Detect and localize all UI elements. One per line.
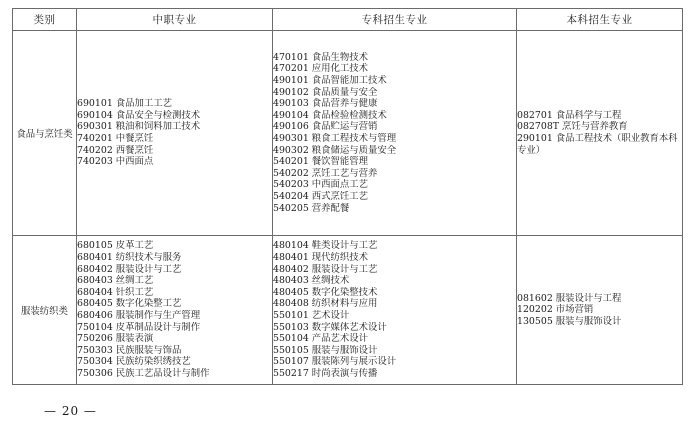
list-item: 120202 市场营销 <box>517 304 594 316</box>
list-item: 750206 服装表演 <box>77 333 154 345</box>
list-item: 480104 鞋类设计与工艺 <box>273 240 378 252</box>
list-item: 740202 西餐烹饪 <box>77 144 154 156</box>
list-item: 470101 食品生物技术 <box>273 51 369 63</box>
header-row <box>13 9 683 31</box>
list-item: 490302 粮食储运与质量安全 <box>273 144 397 156</box>
list-item: 680405 数字化染整工艺 <box>77 298 182 310</box>
zhongzhi-cell <box>77 31 273 236</box>
list-item: 680404 针织工艺 <box>77 286 154 298</box>
list-item: 480403 丝绸技术 <box>273 275 350 287</box>
list-item: 550104 产品艺术设计 <box>273 333 369 345</box>
list-item: 740203 中西面点 <box>77 156 154 168</box>
header-benke: 本科招生专业 <box>517 9 683 31</box>
list-item: 680406 服装制作与生产管理 <box>77 310 201 321</box>
list-item: 081602 服装设计与工程 <box>517 292 622 304</box>
table-row <box>13 236 683 385</box>
list-item: 130505 服装与服饰设计 <box>517 315 622 327</box>
list-item: 540205 营养配餐 <box>273 202 350 214</box>
benke-cell <box>517 31 683 236</box>
list-item: 082708T 烹饪与营养教育 <box>517 121 628 133</box>
list-item: 480402 服装设计与工艺 <box>273 263 378 275</box>
list-item: 690301 粮油和饲料加工技术 <box>77 121 201 133</box>
list-item: 680105 皮革工艺 <box>77 240 154 252</box>
list-item: 740201 中餐烹饪 <box>77 133 154 144</box>
list-item: 550217 时尚表演与传播 <box>273 367 378 379</box>
list-item: 480405 数字化染整技术 <box>273 286 378 298</box>
list-item: 470201 应用化工技术 <box>273 63 369 75</box>
list-item: 750303 民族服装与饰品 <box>77 344 182 356</box>
header-zhuanke: 专科招生专业 <box>273 9 517 31</box>
page-number: — 20 — <box>44 404 97 418</box>
list-item: 540202 烹饪工艺与营养 <box>273 167 378 179</box>
list-item: 540203 中西面点工艺 <box>273 179 369 191</box>
list-item: 490103 食品营养与健康 <box>273 98 378 110</box>
list-item: 680402 服装设计与工艺 <box>77 263 182 275</box>
list-item: 490104 食品检验检测技术 <box>273 109 387 121</box>
list-item: 550105 服装与服饰设计 <box>273 344 378 356</box>
list-item: 750306 民族工艺品设计与制作 <box>77 367 210 379</box>
list-item: 490106 食品贮运与营销 <box>273 121 378 133</box>
list-item: 490301 粮食工程技术与管理 <box>273 133 397 144</box>
list-item: 540201 餐饮智能管理 <box>273 156 369 168</box>
header-zhongzhi: 中职专业 <box>77 9 273 31</box>
list-item: 690104 食品安全与检测技术 <box>77 109 201 121</box>
list-item: 750304 民族纺染织绣技艺 <box>77 356 191 368</box>
list-item: 550107 服装陈列与展示设计 <box>273 356 397 368</box>
list-item: 480408 纺织材料与应用 <box>273 298 378 310</box>
table-row <box>13 31 683 236</box>
list-item: 550103 数字媒体艺术设计 <box>273 321 387 333</box>
zhuanke-cell <box>273 236 517 385</box>
list-item: 750104 皮革制品设计与制作 <box>77 321 201 333</box>
list-item: 550101 艺术设计 <box>273 310 350 321</box>
header-category: 类别 <box>13 9 77 31</box>
list-item: 540204 西式烹饪工艺 <box>273 190 369 202</box>
list-item: 680401 纺织技术与服务 <box>77 252 182 264</box>
list-item: 290101 食品工程技术（职业教育本科专业） <box>517 133 678 156</box>
list-item: 082701 食品科学与工程 <box>517 109 622 121</box>
list-item: 490102 食品质量与安全 <box>273 86 378 98</box>
major-table <box>12 8 683 385</box>
list-item: 490101 食品智能加工技术 <box>273 75 387 87</box>
list-item: 680403 丝绸工艺 <box>77 275 154 287</box>
category-cell: 食品与烹饪类 <box>13 31 77 236</box>
list-item: 690101 食品加工工艺 <box>77 98 173 110</box>
category-cell: 服装纺织类 <box>13 236 77 385</box>
list-item: 480401 现代纺织技术 <box>273 252 369 264</box>
benke-cell <box>517 236 683 385</box>
zhongzhi-cell <box>77 236 273 385</box>
zhuanke-cell <box>273 31 517 236</box>
